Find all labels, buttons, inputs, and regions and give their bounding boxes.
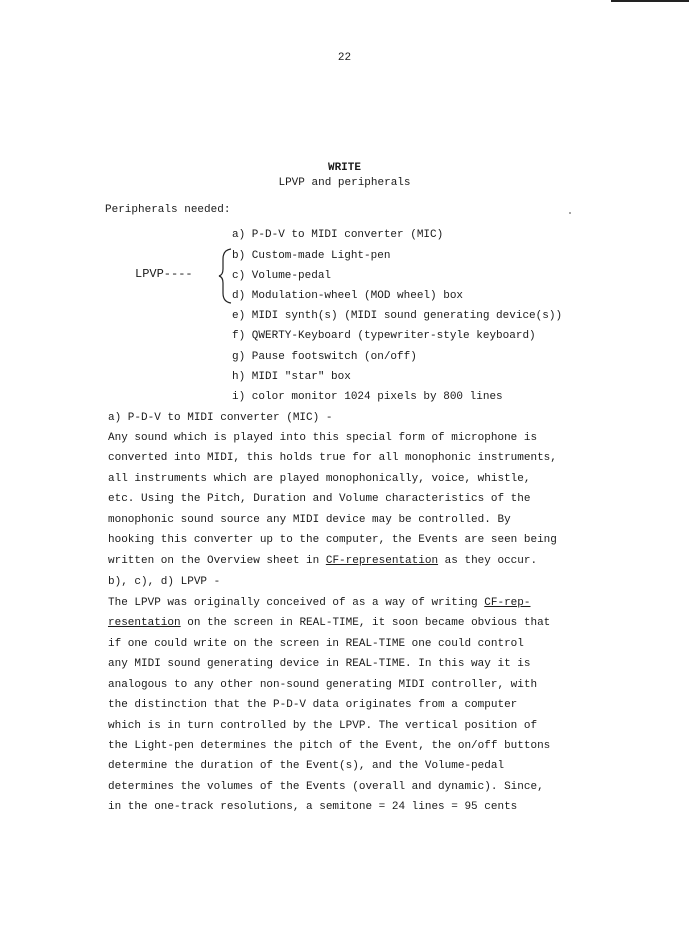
peripheral-item-a: a) P-D-V to MIDI converter (MIC) <box>232 229 444 241</box>
section-a-line-3: all instruments which are played monophonically, voice, whistle, <box>108 473 531 485</box>
section-bcd-line-4: any MIDI sound generating device in REAL-TIME. In this way it is <box>108 658 531 670</box>
section-bcd-line-1 <box>108 597 530 610</box>
peripherals-label: Peripherals needed: <box>105 204 231 216</box>
section-bcd-heading: b), c), d) LPVP - <box>108 576 221 588</box>
peripheral-item-i: i) color monitor 1024 pixels by 800 lines <box>232 391 503 403</box>
heading-subtitle: LPVP and peripherals <box>278 177 411 189</box>
section-bcd-line-11: in the one-track resolutions, a semitone = 24 lines = 95 cents <box>108 801 518 813</box>
peripheral-item-e: e) MIDI synth(s) (MIDI sound generating device(s)) <box>232 310 563 322</box>
peripheral-item-f: f) QWERTY-Keyboard (typewriter-style keyboard) <box>232 330 536 342</box>
section-a-line-7-tail: as they occur. <box>438 555 538 567</box>
section-a-heading: a) P-D-V to MIDI converter (MIC) - <box>108 412 333 424</box>
section-a-line-6: hooking this converter up to the computer, the Events are seen being <box>108 534 557 546</box>
section-bcd-line-1-text: The LPVP was originally conceived of as a way of writing <box>108 597 485 609</box>
section-a-line-2: converted into MIDI, this holds true for all monophonic instruments, <box>108 452 557 464</box>
section-bcd-line-2-text: on the screen in REAL-TIME, it soon became obvious that <box>180 617 551 629</box>
peripheral-item-d: d) Modulation-wheel (MOD wheel) box <box>232 290 464 302</box>
peripheral-item-g: g) Pause footswitch (on/off) <box>232 351 417 363</box>
section-bcd-line-10: determines the volumes of the Events (overall and dynamic). Since, <box>108 781 544 793</box>
section-bcd-line-2 <box>108 617 550 630</box>
peripheral-item-c: c) Volume-pedal <box>232 270 332 282</box>
scan-edge-mark <box>611 0 689 2</box>
section-bcd-line-9: determine the duration of the Event(s), and the Volume-pedal <box>108 760 505 772</box>
section-a-line-4: etc. Using the Pitch, Duration and Volume characteristics of the <box>108 493 531 505</box>
scan-speck <box>569 212 571 214</box>
peripheral-item-h: h) MIDI "star" box <box>232 371 351 383</box>
section-a-line-7 <box>108 555 537 568</box>
lpvp-group-label: LPVP---- <box>135 267 193 281</box>
resentation-term: resentation <box>108 617 181 629</box>
section-bcd-line-6: the distinction that the P-D-V data originates from a computer <box>108 699 518 711</box>
section-bcd-line-8: the Light-pen determines the pitch of the Event, the on/off buttons <box>108 740 551 752</box>
section-bcd-line-5: analogous to any other non-sound generating MIDI controller, with <box>108 679 538 691</box>
section-a-line-7-text: written on the Overview sheet in <box>108 555 326 567</box>
peripheral-item-b: b) Custom-made Light-pen <box>232 250 391 262</box>
cf-rep-term: CF-rep- <box>484 597 531 609</box>
section-bcd-line-7: which is in turn controlled by the LPVP. The vertical position of <box>108 720 538 732</box>
section-a-line-1: Any sound which is played into this special form of microphone is <box>108 432 538 444</box>
heading-title: WRITE <box>327 162 361 174</box>
cf-representation-term: CF-representation <box>325 555 439 567</box>
page-number: 22 <box>337 52 352 64</box>
section-bcd-line-3: if one could write on the screen in REAL-TIME one could control <box>108 638 524 650</box>
section-a-line-5: monophonic sound source any MIDI device may be controlled. By <box>108 514 511 526</box>
